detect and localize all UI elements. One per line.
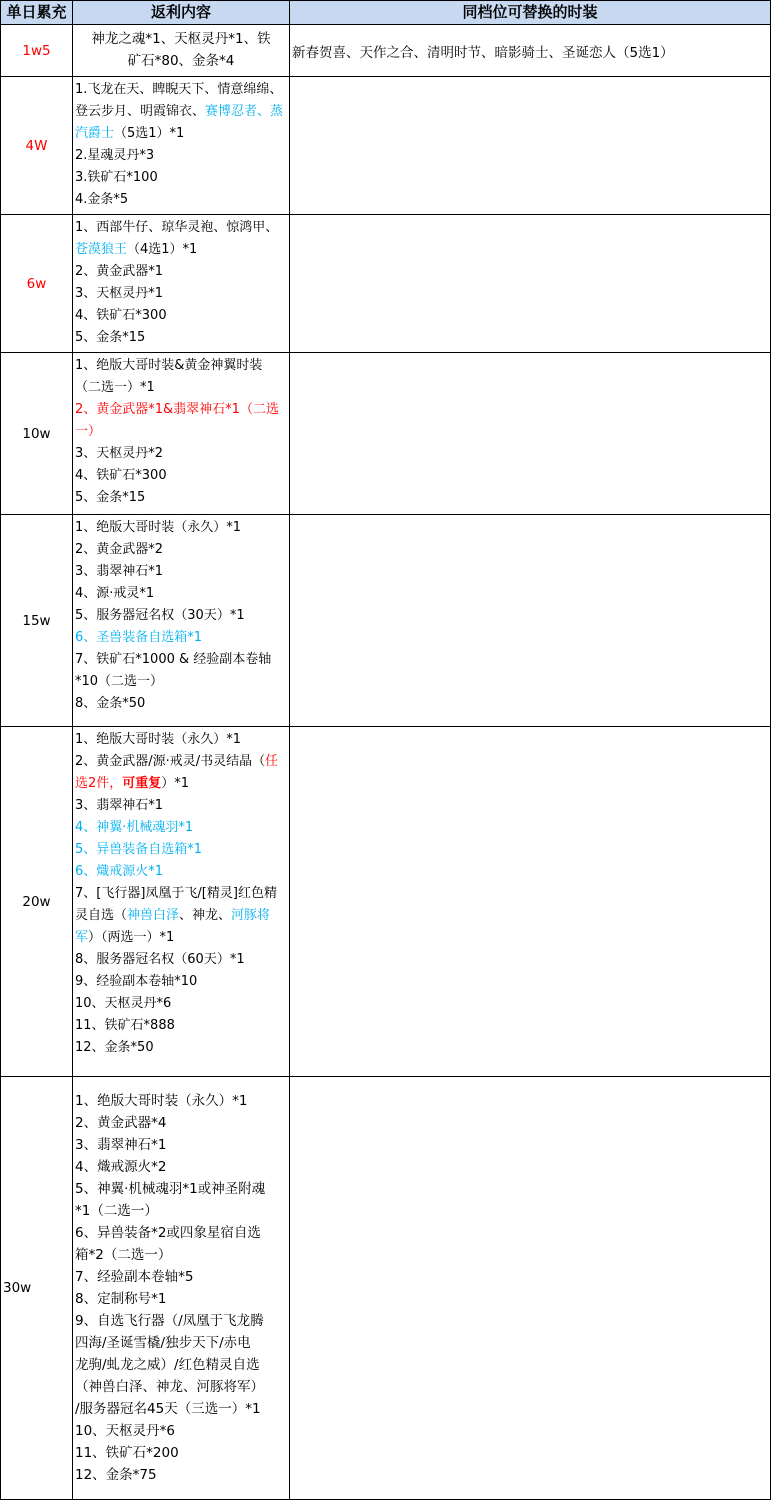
reward-highlight: 任: [265, 754, 279, 769]
tier-amount: 15w: [1, 515, 73, 727]
tier-rewards: [73, 215, 290, 353]
reward-line: 3、天枢灵丹*2: [75, 446, 164, 461]
reward-text: 、神龙、: [179, 908, 232, 923]
reward-line: 7、铁矿石*1000 & 经验副本卷轴: [75, 652, 272, 667]
tier-rewards: [73, 515, 290, 727]
reward-line: 1、绝版大哥时装（永久）*1: [75, 520, 242, 535]
reward-line: /服务器冠名45天（三选一）*1: [75, 1400, 261, 1417]
table-row: [1, 215, 771, 353]
reward-text: （4选1）*1: [127, 242, 198, 257]
tier-rewards: [73, 1077, 290, 1500]
reward-line: [75, 751, 287, 773]
reward-line: 8、定制称号*1: [75, 1290, 167, 1307]
reward-highlight: 河豚将: [231, 908, 271, 923]
reward-line: 10、天枢灵丹*6: [75, 1422, 176, 1439]
reward-highlight: 选2件，: [75, 776, 123, 791]
reward-line: 2、黄金武器*1&翡翠神石*1（二选: [75, 402, 279, 417]
tier-amount: 30w: [1, 1077, 73, 1500]
reward-line: 5、异兽装备自选箱*1: [75, 842, 203, 857]
reward-line: 3、翡翠神石*1: [75, 798, 164, 813]
tier-amount: 6w: [1, 215, 73, 353]
reward-line: [75, 927, 287, 949]
reward-text: （5选1）*1: [114, 126, 185, 141]
reward-line: 1、绝版大哥时装&黄金神翼时装: [75, 358, 263, 373]
tier-alternatives: [290, 727, 771, 1077]
reward-highlight: 军: [75, 930, 89, 945]
reward-line: *1（二选一）: [75, 1202, 158, 1219]
header-rewards: 返利内容: [73, 1, 290, 25]
reward-text: 登云步月、明霞锦衣、: [75, 104, 206, 119]
reward-line: 5、金条*15: [75, 490, 146, 505]
reward-line: 5、金条*15: [75, 330, 146, 345]
reward-line: 12、金条*50: [75, 1040, 154, 1055]
reward-line: [75, 239, 287, 261]
header-row: [1, 1, 771, 25]
reward-line: 一）: [75, 424, 102, 439]
reward-line: 1.飞龙在天、睥睨天下、情意绵绵、: [75, 82, 283, 97]
header-amount: 单日累充: [1, 1, 73, 25]
reward-line: 8、服务器冠名权（60天）*1: [75, 952, 245, 967]
reward-highlight: 汽爵士: [75, 126, 115, 141]
reward-text: ）*1: [161, 776, 190, 791]
tier-alternatives: [290, 215, 771, 353]
reward-line: 四海/圣诞雪橇/独步天下/赤电: [75, 1334, 251, 1351]
reward-line: 12、金条*75: [75, 1466, 157, 1483]
reward-line: 7、经验副本卷轴*5: [75, 1268, 194, 1285]
reward-line: *10（二选一）: [75, 674, 164, 689]
reward-text: ）（两选一）*1: [88, 930, 175, 945]
reward-text: 灵自选（: [75, 908, 128, 923]
tier-alternatives: [290, 77, 771, 215]
reward-line: 2、黄金武器*2: [75, 542, 164, 557]
table-row: [1, 25, 771, 77]
reward-line: [75, 123, 287, 145]
reward-text: 2、黄金武器/源·戒灵/书灵结晶（: [75, 754, 266, 769]
reward-line: 9、自选飞行器（/凤凰于飞龙腾: [75, 1312, 264, 1329]
table-row: [1, 727, 771, 1077]
reward-line: 8、金条*50: [75, 696, 146, 711]
reward-line: 3、翡翠神石*1: [75, 1136, 167, 1153]
reward-line: 1、西部牛仔、琼华灵袍、惊鸿甲、: [75, 220, 279, 235]
table-row: [1, 1077, 771, 1500]
reward-line: 2、黄金武器*1: [75, 264, 164, 279]
reward-line: [75, 101, 287, 123]
table-row: [1, 77, 771, 215]
reward-line: 3、翡翠神石*1: [75, 564, 164, 579]
reward-line: 6、熾戒源火*1: [75, 864, 164, 879]
reward-line: 4、源·戒灵*1: [75, 586, 155, 601]
reward-line: 箱*2（二选一）: [75, 1246, 172, 1263]
reward-line: （神兽白泽、神龙、河豚将军）: [75, 1378, 264, 1395]
tier-amount: 4W: [1, 77, 73, 215]
reward-line: 11、铁矿石*888: [75, 1018, 175, 1033]
reward-line: 神龙之魂*1、天枢灵丹*1、铁: [91, 31, 271, 47]
reward-line: 3.铁矿石*100: [75, 170, 158, 185]
reward-line: 10、天枢灵丹*6: [75, 996, 172, 1011]
reward-highlight: 赛博忍者、蒸: [205, 104, 284, 119]
reward-line: 4、熾戒源火*2: [75, 1158, 167, 1175]
tier-rewards: [73, 727, 290, 1077]
reward-line: 4.金条*5: [75, 192, 129, 207]
tier-alternatives: [290, 515, 771, 727]
reward-line: [75, 773, 287, 795]
reward-line: 2.星魂灵丹*3: [75, 148, 155, 163]
reward-line: 矿石*80、金条*4: [127, 53, 235, 69]
reward-line: 龙驹/虬龙之威）/红色精灵自选: [75, 1356, 260, 1373]
table-row: [1, 515, 771, 727]
tier-alternatives: [290, 1077, 771, 1500]
reward-highlight: 可重复: [122, 776, 162, 791]
reward-line: 6、圣兽装备自选箱*1: [75, 630, 203, 645]
tier-amount: 1w5: [1, 25, 73, 77]
tier-rewards: [73, 353, 290, 515]
tier-amount: 10w: [1, 353, 73, 515]
header-alternatives: 同档位可替换的时装: [290, 1, 771, 25]
reward-line: 7、[飞行器]凤凰于飞/[精灵]红色精: [75, 886, 277, 901]
reward-line: 1、绝版大哥时装（永久）*1: [75, 1092, 248, 1109]
tier-alternatives: 新春贺喜、天作之合、清明时节、暗影骑士、圣诞恋人（5选1）: [290, 25, 771, 77]
reward-line: 4、铁矿石*300: [75, 468, 167, 483]
tier-rewards: [73, 25, 290, 77]
reward-line: 5、神翼·机械魂羽*1或神圣附魂: [75, 1180, 266, 1197]
reward-line: 11、铁矿石*200: [75, 1444, 179, 1461]
table-row: [1, 353, 771, 515]
tier-alternatives: [290, 353, 771, 515]
reward-line: 4、铁矿石*300: [75, 308, 167, 323]
reward-line: 9、经验副本卷轴*10: [75, 974, 198, 989]
reward-line: 3、天枢灵丹*1: [75, 286, 164, 301]
reward-highlight: 苍漠狼王: [75, 242, 128, 257]
reward-line: （二选一）*1: [75, 380, 155, 395]
reward-line: 1、绝版大哥时装（永久）*1: [75, 732, 242, 747]
tier-rewards: [73, 77, 290, 215]
tier-amount: 20w: [1, 727, 73, 1077]
reward-line: 5、服务器冠名权（30天）*1: [75, 608, 245, 623]
reward-line: 4、神翼·机械魂羽*1: [75, 820, 194, 835]
reward-line: [75, 905, 287, 927]
reward-line: 6、异兽装备*2或四象星宿自选: [75, 1224, 261, 1241]
reward-highlight: 神兽白泽: [127, 908, 180, 923]
reward-line: 2、黄金武器*4: [75, 1114, 167, 1131]
